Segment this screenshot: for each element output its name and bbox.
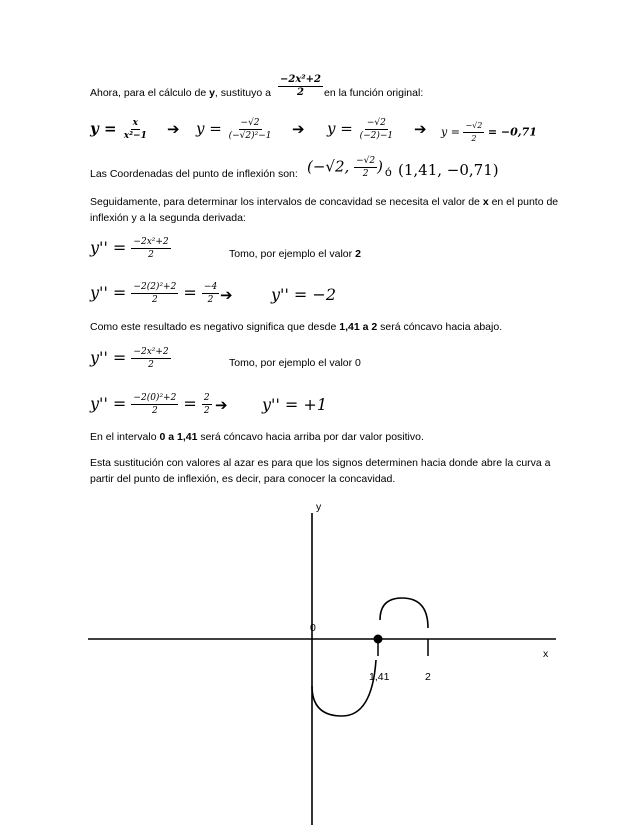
sd1-den: 2 xyxy=(148,250,154,260)
step4-result: = −0,71 xyxy=(487,125,537,139)
arrow-icon: ➔ xyxy=(167,120,180,138)
paragraph-conclusion: Esta sustitución con valores al azar es para que los signos determinen hacia donde abre la curva a partir del punto de inflexión, es decir, para conocer la concavidad. xyxy=(90,457,551,485)
ev1-den2: 2 xyxy=(207,295,214,305)
coords-p1-num: −√2 xyxy=(356,156,376,166)
paragraph-intervals: Seguidamente, para determinar los intervalos de concavidad se necesita el valor de x en el punto de inflexión y a la segunda derivada: xyxy=(90,196,559,224)
note-value-2: Tomo, por ejemplo el valor 2 xyxy=(229,248,361,260)
concave-down-curve xyxy=(380,598,428,628)
coords-label: Las Coordenadas del punto de inflexión son: xyxy=(90,168,298,180)
step2-lhs: y = xyxy=(196,119,222,138)
arrow-icon: ➔ xyxy=(220,286,233,304)
ev1-den: 2 xyxy=(152,295,158,305)
arrow-icon: ➔ xyxy=(414,120,427,138)
step1-num: x xyxy=(132,118,138,128)
sd1-num: −2x²+2 xyxy=(133,237,169,247)
step1-den: x²−1 xyxy=(123,131,147,141)
sd2-lhs: y'' = xyxy=(90,348,127,367)
coords-p1-close: ) xyxy=(377,157,383,176)
coords-p1-den: 2 xyxy=(362,169,369,179)
paragraph-concave-up: En el intervalo 0 a 1,41 será cóncavo hacia arriba por dar valor positivo. xyxy=(90,431,424,443)
intro-after: en la función original: xyxy=(324,87,424,99)
intro-frac-num: −2x²+2 xyxy=(280,74,322,85)
step2-den: (−√2)²−1 xyxy=(228,131,272,141)
paragraph-concave-down: Como este resultado es negativo significa que desde 1,41 a 2 será cóncavo hacia abajo. xyxy=(90,321,503,333)
arrow-icon: ➔ xyxy=(215,396,228,414)
ev1-lhs: y'' = xyxy=(90,283,127,302)
sd1-lhs: y'' = xyxy=(90,238,127,257)
tick-141-label: 1,41 xyxy=(369,671,390,683)
sd2-den: 2 xyxy=(148,360,154,370)
step4-den: 2 xyxy=(471,134,477,143)
ev2-eq: = xyxy=(183,394,197,413)
step3-num: −√2 xyxy=(366,118,386,128)
x-axis-label: x xyxy=(543,648,549,660)
ev2-num: −2(0)²+2 xyxy=(133,393,177,403)
coords-or: ó xyxy=(385,165,392,179)
sd2-num: −2x²+2 xyxy=(133,347,169,357)
ev1-num: −2(2)²+2 xyxy=(133,282,177,292)
ev1-num2: −4 xyxy=(203,282,218,292)
tick-2-label: 2 xyxy=(425,671,431,683)
ev2-lhs: y'' = xyxy=(90,394,127,413)
y-axis-label: y xyxy=(316,501,322,513)
ev2-num2: 2 xyxy=(203,393,210,403)
intro-before: Ahora, para el cálculo de xyxy=(90,87,210,99)
step2-num: −√2 xyxy=(240,118,260,128)
step4-lhs: y = xyxy=(441,125,460,139)
intro-frac-den: 2 xyxy=(297,87,304,98)
origin-label: 0 xyxy=(310,622,316,634)
concave-up-curve xyxy=(312,660,376,716)
result-1: y'' = −2 xyxy=(271,285,336,304)
ev2-den: 2 xyxy=(152,406,158,416)
coords-point-decimal: (1,41, −0,71) xyxy=(398,161,499,179)
step1-lhs: y = xyxy=(90,119,117,138)
ev2-den2: 2 xyxy=(203,406,210,416)
result-2: y'' = +1 xyxy=(262,395,327,414)
inflection-point xyxy=(374,635,383,644)
coords-p1-open: (−√2, xyxy=(307,157,350,176)
step3-lhs: y = xyxy=(327,119,353,138)
intro-var: y xyxy=(209,87,215,99)
note-value-0: Tomo, por ejemplo el valor 0 xyxy=(229,357,361,369)
ev1-eq: = xyxy=(183,283,197,302)
intro-middle: , sustituyo a xyxy=(214,87,271,99)
arrow-icon: ➔ xyxy=(292,120,305,138)
step3-den: (−2)−1 xyxy=(359,131,394,141)
step4-num: −√2 xyxy=(463,120,484,133)
